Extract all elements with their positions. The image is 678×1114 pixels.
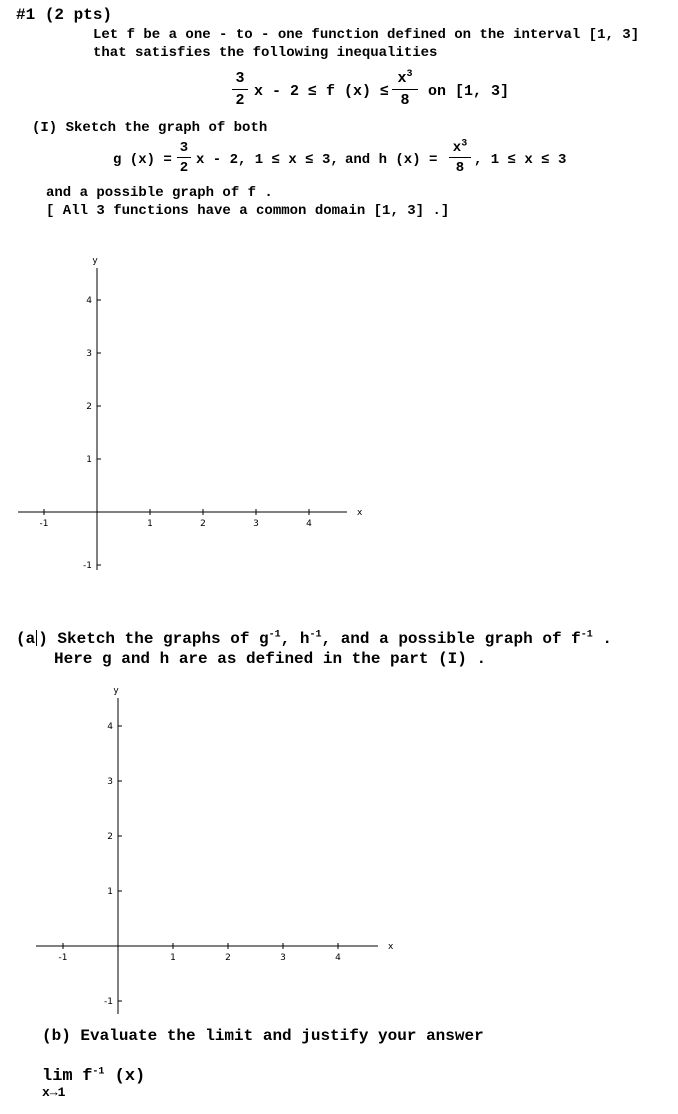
y-tick-label: 4	[107, 722, 113, 732]
x-tick-label: 2	[225, 953, 231, 963]
x-tick-label: 3	[253, 519, 259, 529]
part-a-label-close: )	[38, 630, 48, 648]
y-axis-label: y	[113, 686, 119, 696]
g-definition-lhs: g (x) =	[113, 152, 172, 168]
lim-expr-sup: -1	[92, 1066, 105, 1078]
part-a-sup-1: -1	[268, 629, 281, 641]
inequality-frac-x3-8: $x^3$ 8	[392, 70, 418, 110]
part-a-label-open: (a	[16, 630, 36, 648]
limit-expression	[42, 1068, 145, 1100]
inequality-tail: on [1, 3]	[428, 83, 510, 100]
part-b-text: (b) Evaluate the limit and justify your answer	[42, 1027, 484, 1045]
y-tick-label: 3	[86, 349, 92, 359]
part-a-text-post: , and a possible graph of f	[321, 630, 581, 648]
y-tick-label: 4	[86, 296, 92, 306]
part-a-sup-2: -1	[309, 629, 322, 641]
y-tick-label: 2	[86, 402, 92, 412]
inequality-frac-3-2: 3 2	[232, 70, 248, 110]
y-tick-label: -1	[104, 997, 113, 1007]
x-tick-label: 2	[200, 519, 206, 529]
x-axis-label: x	[357, 508, 363, 518]
g-frac-3-2: 3 2	[177, 140, 191, 176]
part-I-text: Sketch the graph of both	[65, 120, 268, 136]
y-tick-label: 2	[107, 832, 113, 842]
y-tick-label: 1	[107, 887, 113, 897]
part-a-text-mid: , h	[280, 630, 310, 648]
x-tick-label: -1	[58, 953, 68, 963]
lim-expr-f: f	[82, 1067, 93, 1086]
part-I-line-3: and a possible graph of f .	[46, 185, 273, 201]
part-I-label: (I)	[32, 120, 58, 136]
intro-line-1: Let f be a one - to - one function defined on the interval [1, 3]	[93, 27, 640, 43]
part-I-line-4: [ All 3 functions have a common domain [1, 3] .]	[46, 203, 450, 219]
lim-word: lim	[42, 1067, 73, 1086]
inequality-middle: x - 2 ≤ f (x) ≤	[254, 83, 390, 100]
part-a-line-2: Here g and h are as defined in the part (I) .	[54, 650, 487, 668]
problem-number: #1	[16, 6, 36, 24]
y-tick-label: -1	[83, 561, 92, 571]
x-tick-label: 4	[335, 953, 341, 963]
part-a-text-end: .	[602, 630, 612, 648]
h-frac-x3-8: $x^3$ 8	[449, 140, 471, 176]
h-definition-rest: , 1 ≤ x ≤ 3	[474, 152, 567, 168]
part-a-sup-3: -1	[580, 629, 593, 641]
y-axis-label: y	[92, 256, 98, 266]
lim-expr-x: (x)	[114, 1067, 146, 1086]
y-tick-label: 3	[107, 777, 113, 787]
x-axis-label: x	[388, 942, 394, 952]
y-tick-label: 1	[86, 455, 92, 465]
x-tick-label: 3	[280, 953, 286, 963]
x-tick-label: 1	[170, 953, 176, 963]
h-definition-lhs: and h (x) =	[345, 152, 438, 168]
part-a-text-pre: Sketch the graphs of g	[57, 630, 269, 648]
g-definition-rest: x - 2, 1 ≤ x ≤ 3,	[196, 152, 339, 168]
lim-subscript: x→1	[42, 1085, 66, 1100]
x-tick-label: -1	[39, 519, 49, 529]
x-tick-label: 4	[306, 519, 312, 529]
x-tick-label: 1	[147, 519, 153, 529]
problem-points: (2 pts)	[44, 6, 113, 24]
intro-line-2: that satisfies the following inequalities	[93, 45, 438, 61]
